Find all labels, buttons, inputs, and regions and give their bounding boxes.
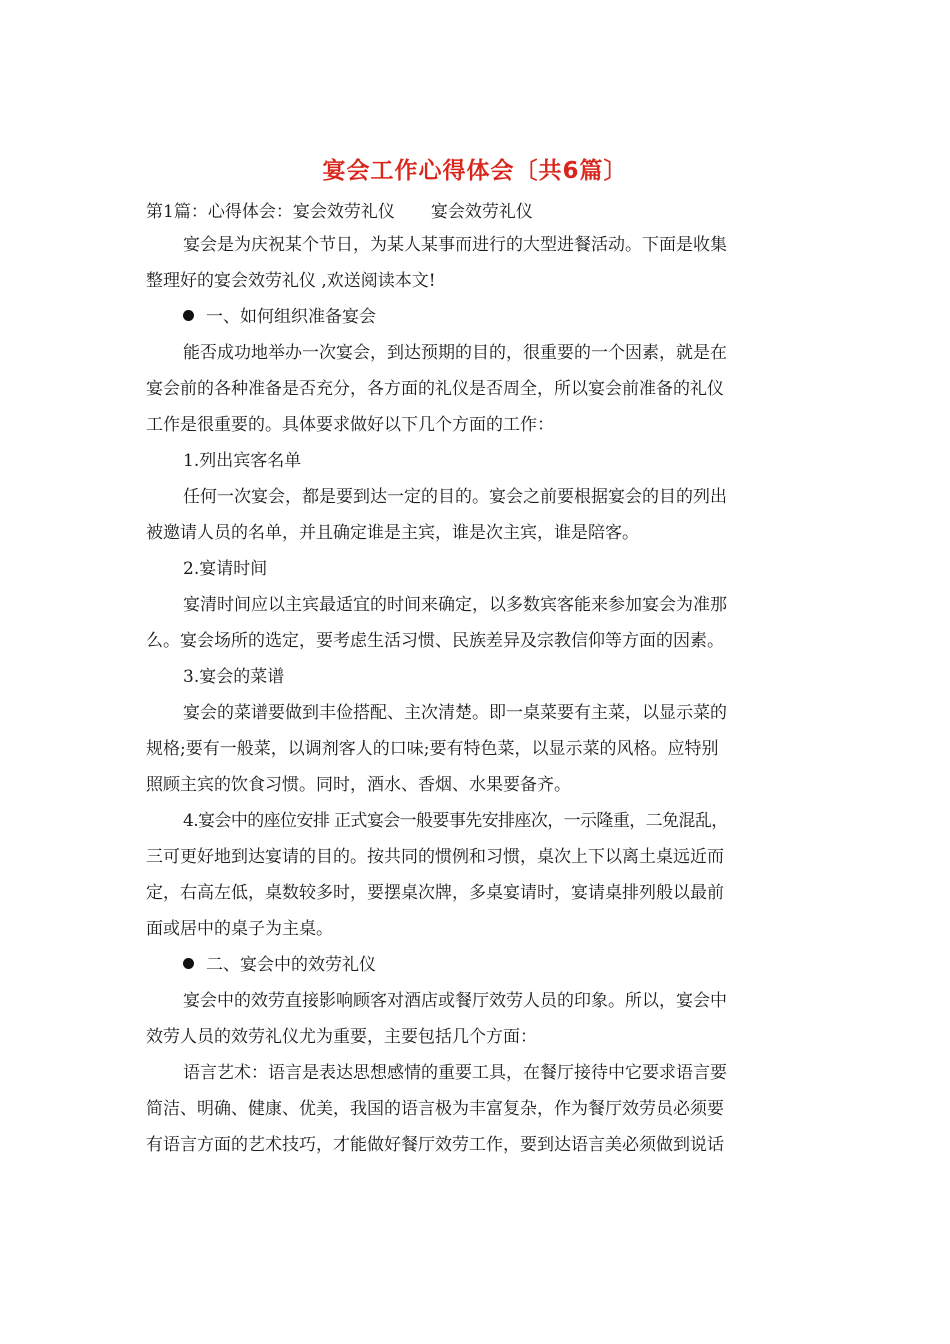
paragraph-line: 被邀请人员的名单，并且确定谁是主宾，谁是次主宾，谁是陪客。 [146,523,639,543]
paragraph-line: 规格;要有一般菜，以调剂客人的口味;要有特色菜，以显示菜的风格。应特别 [146,739,719,759]
paragraph-line: 宴会前的各种准备是否充分，各方面的礼仪是否周全，所以宴会前准备的礼仪 [146,379,724,399]
paragraph-line: 工作是很重要的。具体要求做好以下几个方面的工作： [146,415,554,435]
paragraph-line: 整理好的宴会效劳礼仪 ,欢送阅读本文! [146,271,436,291]
bullet-icon [183,310,194,321]
chapter-heading [146,200,533,224]
paragraph-line: 照顾主宾的饮食习惯。同时，酒水、香烟、水果要备齐。 [146,775,571,795]
paragraph-line: 任何一次宴会，都是要到达一定的目的。宴会之前要根据宴会的目的列出 [183,487,727,507]
paragraph-line: 宴会的菜谱要做到丰俭搭配、主次清楚。即一桌菜要有主菜，以显示菜的 [183,703,727,723]
paragraph-line: 宴会是为庆祝某个节日，为某人某事而进行的大型进餐活动。下面是收集 [183,235,727,255]
document-title: 宴会工作心得体会〔共6篇〕 [322,158,628,184]
section-heading [183,305,376,329]
paragraph-line: 能否成功地举办一次宴会，到达预期的目的，很重要的一个因素，就是在 [183,343,727,363]
subsection-heading: 3.宴会的菜谱 [183,667,285,687]
paragraph-line: 面或居中的桌子为主桌。 [146,919,333,939]
paragraph-line: 简洁、明确、健康、优美，我国的语言极为丰富复杂，作为餐厅效劳员必须要 [146,1099,724,1119]
paragraph-line: 语言艺术：语言是表达思想感情的重要工具，在餐厅接待中它要求语言要 [183,1063,727,1083]
subsection-heading: 1.列出宾客名单 [183,451,302,471]
paragraph-line: 三可更好地到达宴请的目的。按共同的惯例和习惯，桌次上下以离土桌远近而 [146,847,724,867]
paragraph-line: 有语言方面的艺术技巧，才能做好餐厅效劳工作，要到达语言美必须做到说话 [146,1135,724,1155]
bullet-icon [183,958,194,969]
paragraph-line: 宴会中的效劳直接影响顾客对酒店或餐厅效劳人员的印象。所以，宴会中 [183,991,727,1011]
paragraph-line: 4.宴会中的座位安排 正式宴会一般要事先安排座次，一示隆重，二免混乱， [183,811,728,831]
section-heading-text: 一、如何组织准备宴会 [206,307,376,327]
paragraph-line: 么。宴会场所的选定，要考虑生活习惯、民族差异及宗教信仰等方面的因素。 [146,631,724,651]
paragraph-line: 宴清时间应以主宾最适宜的时间来确定，以多数宾客能来参加宴会为准那 [183,595,727,615]
subsection-heading: 2.宴请时间 [183,559,268,579]
chapter-subtitle: 宴会效劳礼仪 [430,202,533,222]
section-heading-text: 二、宴会中的效劳礼仪 [206,955,376,975]
paragraph-line: 效劳人员的效劳礼仪尤为重要，主要包括几个方面： [146,1027,537,1047]
paragraph-line: 定，右高左低，桌数较多时，要摆桌次牌，多桌宴请时，宴请桌排列般以最前 [146,883,724,903]
section-heading [183,953,376,977]
chapter-heading-text: 第1篇：心得体会：宴会效劳礼仪 [146,202,395,222]
